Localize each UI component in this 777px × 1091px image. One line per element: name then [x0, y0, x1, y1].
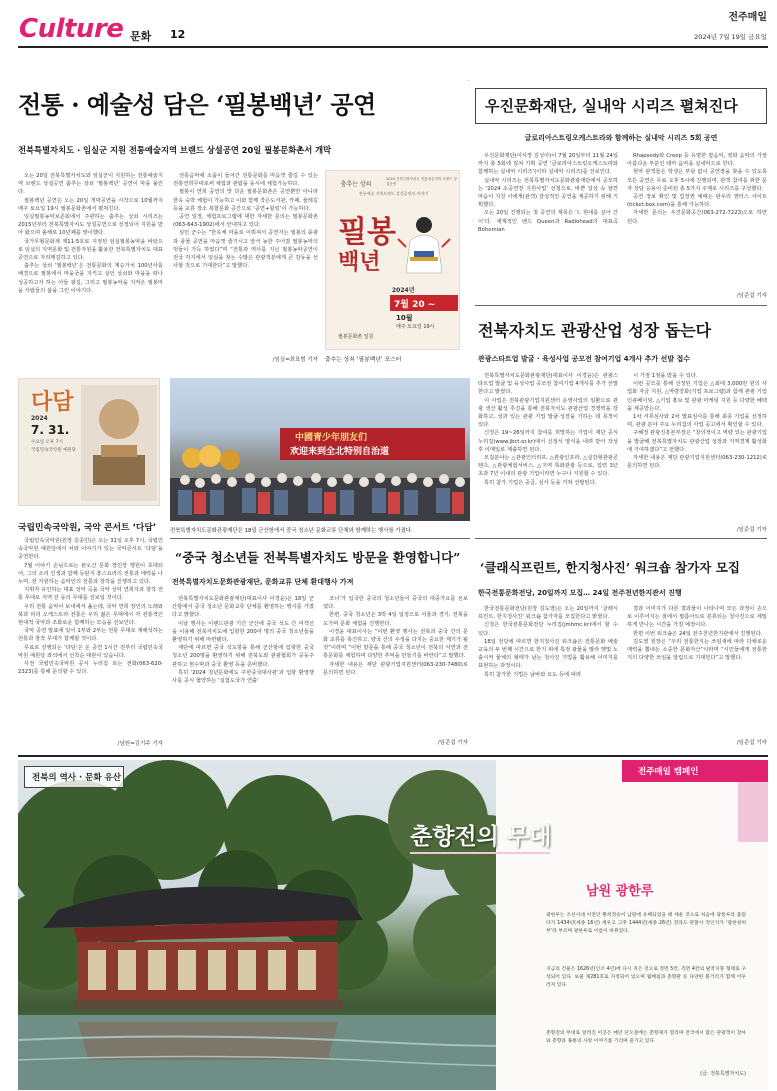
- page-header: [0, 0, 777, 48]
- feature-title: 춘향전의 무대: [410, 823, 552, 850]
- article-hanji-headline: ‘클래식프린트, 한지청사진’ 워크숍 참가자 모집: [480, 560, 740, 575]
- article-dadam-credit: /남원=김기주 기자: [117, 741, 163, 747]
- article-hanji-credit: /임준섭 기자: [736, 740, 767, 746]
- article-woojin-subhead: 글로리아스트링오케스트라와 함께하는 실내악 시리즈 5회 공연: [524, 134, 718, 142]
- pilbong-poster-caption: 춤추는 상쇠 ‘필봉백년’ 포스터: [325, 357, 402, 363]
- poster-performer-figure: [396, 211, 451, 281]
- poster-dates: 7월 20 ~: [394, 300, 436, 310]
- section-rule: [170, 538, 470, 539]
- section-rule: [475, 305, 767, 306]
- poster-dadam-date: 7. 31.: [31, 423, 70, 437]
- article-china-col1: 전북특별자치도문화관광재단(대표이사 이경윤)은 18일 군산항에서 중국 청소년 문화교류 단체를 환영하는 행사를 가졌다고 밝혔다. 이날 행사는 이랜드관광 기간 군산에 중국 석도 간 여객선을 이용해 전북자치도에 입항한 200여 명의 중국 청소년들을 환영하기 위해 마련됐다. 재단에 따르면 중국 석도항을 통해 군산항에 입항한 중국 청소년 200명을 환영하기 위해 전북도와 관광협회가 공동주관하고 현수막과 중국 환영 등을 준비했다. 특히 ‘2024 청년문화에도 주한중국대사관’과 입항 환영행사를 공식 협약하는 ‘실험도국가 연출’: [172, 596, 314, 685]
- article-china-credit: /임준섭 기자: [437, 740, 468, 746]
- article-tourism-credit: /임준섭 기자: [736, 527, 767, 533]
- feature-photo: [18, 760, 768, 1090]
- article-tourism-headline: 전북자치도 관광산업 성장 돕는다: [478, 321, 712, 340]
- feature-para3: 춘향전의 무대로 알려진 이곳은 매년 단오절에는 춘향제가 열리며 전국에서 많은 관광객이 찾아와 춘향과 몽룡의 사랑 이야기를 기리며 즐기고 있다.: [546, 1031, 746, 1044]
- article-pilbong-col2: 전통음악에 소품이 들어간 전통문화를 마음껏 즐길 수 있는 전통연희무대로써 체험과 관람을 동시에 체험가능하다. 필봉이 연희 공연의 맛 다운 필봉문화촌은 공연뿐만 아니라 한옥 숙박 체험이 가능하고 이와 함께 작은도서관, 카페, 물레길 등을 교류 장소 복합문화 공간으로 ‘공연+힐링’이 가능하다. 공연 일정, 체험프로그램에 대한 자세한 문의는 필봉문화촌(063-643-1902)에서 안내하고 있다. 심민 군수는 “한옥체 마을로 이뤄져서 공연자는 필봉의 풍광과 풍물 공연을 마음껏 즐기시고 앞서 농한 주어졌 필봉농악의 멋들이 가득 하였다”며 “전통과 역사를 지닌 필봉농악공연이 전국 각지에서 임실을 찾는 수많은 관광객분에게 큰 감동을 선사할 것으로 기대한다”고 말했다.: [173, 173, 318, 270]
- header-rule: [18, 46, 768, 48]
- article-china-col2: 코너’가 입국한 중국의 청소년들이 중국의 대중가요를 선보였다. 한편, 중국 청소년은 3박 4일 일정으로 서울과 경기, 전북을 도가며 문화 체험을 진행한다. 이경윤 대표이사는 “이번 환영 행사는 전북과 중국 간의 문화 교류를 촉진하고, 양국 간의 우정을 다지는 중요한 계기가 될 것”이라며 “이번 방문을 통해 중국 청소년이 전북의 자연과 전통문화를 체험하며 다양한 추억을 만들기를 바란다”고 말했다. 자세한 내용은 재단 관광기업지원센터(063-230-7480)로 문의하면 된다.: [323, 596, 468, 676]
- article-tourism-col2: 시 가점 1점을 받을 수 있다. 이번 공모를 통해 선정된 기업은 △최대 3,000만 원의 사업화 자금 지원, △역량강화(기업 프로그램)과 함께 관광 기업 인큐베이팅, △기업 홍보 및 관광 마케팅 지원 등 다양한 혜택을 제공받는다. 1차 서류심사와 2차 발표심사를 통해 최종 기업을 선정하며, 관광 분야 주요 누리집의 사업 공고에서 확인할 수 있다. 구혜정 관광진흥본부장은 “창의적이고 역량 있는 관광기업을 발굴해 전북특별자치도 관광산업 성장과 지역경제 활성화에 기여하겠다”고 전했다. 자세한 내용은 재단 관광기업지원센터(063-230-1212)로 문의하면 된다.: [627, 373, 767, 470]
- photo-banner-line2: 欢迎来到全北特别自治道: [290, 447, 390, 457]
- masthead-logo: 전주매일: [728, 12, 767, 23]
- photo-banner-line1: 中國青少年朋友们: [295, 433, 368, 443]
- article-china-headline: “중국 청소년들 전북특별자치도 방문을 환영합니다”: [175, 550, 461, 565]
- article-pilbong-headline: 전통 · 예술성 담은 ‘필봉백년’ 공연: [18, 90, 376, 119]
- feature-series-label: 전북의 역사 · 문화 유산: [32, 773, 121, 783]
- feature-para2: 지금의 건물은 1626년(인조 4년)에 다시 지은 것으로 정면 5칸, 측면 4칸의 팔작지붕 형태로 구성되어 있다. 보물 제281호로 지정되어 있으며 월매집과 춘향관 등 다양한 볼거리가 함께 어우러져 있다.: [546, 967, 746, 988]
- feature-para1: 광한루는 조선시대 이전인 황희정승이 남원에 유배되었을 때 세운 것으로 처음에 광통루라 불렀다가 1434년(세종 16년) 세우고 그후 1444년(세종 26년) 전라도 관찰사 정인지가 ‘광한청허부’라 부르며 광한루로 이름이 바뀌었다.: [546, 913, 746, 934]
- feature-title-underline: [410, 852, 550, 854]
- poster-tag: 2024 전북특별자치도 전통예술지역 브랜드 상설공연: [386, 177, 457, 186]
- poster-time: 매주 토요일 19시: [396, 324, 435, 330]
- campaign-label: 전주매일 캠페인: [638, 767, 699, 777]
- poster-dates-end: 10월: [396, 314, 413, 322]
- section-title-en: Culture: [19, 14, 124, 44]
- article-woojin-col2: Rhapsody와 Creep 등 유명한 팝음악, 영화 음악의 가장 아름다운 부분인 테마 음악을 실내악으로 한다. 현악 관객들은 학생은 부담 없이 공연장을 찾을 수 있도록 모든 공연은 무료 오후 5시에 진행되며, 관객 참여를 위한 문자 상담 응용이 준비된 총 5가지 주제로 시리즈를 구성했다. 공연 정보 확인 및 입장권 예매는 판우리 엔터스 사이트(ticket.box.com)을 통해 가능하다. 자세한 문의는 우진문화공간(063-272-7223)으로 하면 된다.: [627, 153, 767, 225]
- article-tourism-col1: 전북특별자치도문화관광재단(대표이사 이경윤)은 관광스타트업 발굴 및 육성사업 공모전 참여기업 4개사를 추가 선발한다고 밝혔다. 이 사업은 전북관광기업지원센터 운영사업의 일환으로 관광 생산 활성 추진을 통해 전북자치도 관광산업 경쟁력을 강화하고, 성과 있는 관광 기업 발굴·성장을 기하는 데 목적이 있다. 신청은 19~26일까지 참여를 희망하는 기업이 재단 공식 누리집(www.jbct.or.kr)에서 신청서 양식을 내려 받아 작성 후 이메일로 제출하면 된다. 모집분야는 △관광인터리프, △관광인프라, △실감형관광콘텐츠, △관광체험서비스, △지역 특화관광 등으로, 업력 3년 초과 7년 이내의 관광 기업이라면 누구나 지원할 수 있다. 특히 참가 기업은 중급, 심사 등을 거쳐 선발된다.: [478, 373, 618, 486]
- poster-year: 2024년: [392, 287, 415, 294]
- article-woojin-headline: 우진문화재단, 실내악 시리즈 펼쳐진다: [485, 97, 738, 115]
- section-title-ko: 문화: [130, 30, 152, 43]
- feature-credit: (글: 전북특별자치도): [700, 1071, 746, 1077]
- poster-title-1: 필봉: [338, 215, 396, 250]
- poster-top-text: 춤추는 상쇠: [340, 181, 372, 188]
- column-divider: [468, 80, 469, 81]
- section-rule: [475, 538, 767, 539]
- pink-accent: [738, 782, 768, 842]
- crowd-figures: [170, 438, 470, 521]
- issue-date: 2024년 7월 19일 금요일: [694, 33, 767, 41]
- article-hanji-col1: 한국전통문화전당(원장 김도영)은 오는 20일까지 ‘클래식프린트, 한지청사진’ 워크숍 참가자를 모집한다고 밝혔다. 신청은 한국전통문화전당 누리집(jmhmc.kr)에서 할 수 있다. 18일 전당에 따르면 한지청사진 워크숍은 전통문화 예술교육의 두 번째 시간으로 한지 위에 특정 광물을 발라 햇빛 노출시켜 물체의 형태가 남는 청사진 기법을 활용해 이미지를 표현하는 과정이다. 특히 참가한 기법은 남바와 요도 등에 따라: [478, 606, 618, 678]
- article-hanji-col2: 결과 이미지가 다른 결과물이 나타나며 모든 과정이 손으로 이루어지는 점에서 필름아트로 분류되는 청사진으로 세밀하게 만나는 시간을 가질 예정이다. 한편 이번 워크숍은 24일 전주천년한지관에서 진행된다. 김도영 원장은 “우리 전통한지는 쓰임새에 따라 다채로운 매력을 뽐내는 소중한 문화자산”이라며 “시민들에게 전통한지의 다양한 쓰임을 알림으로 기대된다”고 말했다.: [627, 606, 767, 662]
- group-photo-caption: 전북특별자치도문화관광재단은 18일 군산항에서 중국 청소년 문화교류 단체와 함께하는 행사를 가졌다.: [170, 528, 413, 534]
- article-china-subhead: 전북특별자치도문화관광재단, 문화교류 단체 환대행사 가져: [172, 578, 354, 586]
- poster-venue: 필봉문화촌 일원: [338, 334, 374, 340]
- poster-dadam-year: 2024: [31, 415, 48, 422]
- article-pilbong-credit: /임실=최표범 기자: [272, 357, 318, 363]
- dadam-poster: [18, 378, 160, 506]
- article-pilbong-col1: 오는 20일 전북특별자치도와 임실군이 지원하는 전통예술지역 브랜드 상설공연 춤추는 상쇠 ‘필봉백년’ 공연이 막을 올린다. 필봉백년 공연은 오는 20일 개막공연을 시작으로 10월까지 매주 토요일 19시 필봉문화촌에서 펼쳐진다. 임실필봉농악보존회에서 주관하는 춤추는 상쇠 시리즈는 2015년부터 전북특별자치도 상설공연으로 선정되어 지원을 받아 왔으며 올해로 10년째를 맞이했다. 국가무형문화재 제11-5호로 지정된 임실필봉농악을 바탕으로 임실의 지역문화 및 전통자원을 활용한 전북특별자치도 대표 공연으로 자리매김하고 있다. 춤추는 상쇠 ‘필봉백년’은 전통문화의 계승가치 100년사를 배경으로 필봉에서 마을굿을 지키고 살던 상쇠와 마을을 떠나 성공하고자 하는 아들 광길, 그리고 필봉농악을 지켜온 필봉마을 사람들의 삶을 그린 이야기다.: [18, 173, 163, 294]
- article-woojin-col1: 우진문화재단(이사장 김성아)이 7월 20일부터 11월 24일까지 총 5회에 걸쳐 기획 공연 ‘글로리아스트링오케스트라와 함께하는 실내악 시리즈’(이하 실내악 시리즈)를 선보인다. 실내악 시리즈는 전북특별자치도문화관광재단에서 공모하는 ‘2024 소공연장 지원사업’ 선정으로, 바쁜 일상 속 잠깐 마음이 지친 이에게(관객) 감성적인 공연을 제공하기 위해 기획했다. 오는 20일 진행되는 첫 공연의 제목은 ‘Ⅰ. 현대를 살아 간 이’다. 세계적인 밴드 Queen과 Radiohead의 대표곡 Bohemian: [478, 153, 618, 233]
- feature-subtitle: 남원 광한루: [586, 884, 654, 899]
- poster-dadam-title: 다담: [31, 389, 74, 415]
- article-woojin-credit: /임준섭 기자: [736, 293, 767, 299]
- article-dadam-body: 국립민속국악원(원장 김종민)은 오는 31일 오후 7시, 국립민속국악원 예원당에서 차와 이야기가 있는 국악콘서트 ‘다담’을 공연한다. 7월 이야기 손님으로는 완오산 문화 장인장 행원이 초대되어, 그의 소리 인생과 함께 등판지 흥스요리의 전통과 매력을 나누며, 전 지원하는 음악인의 전통과 창작을 진행하고 있다. 지휘자 유인하는 대표 성악 곡을 국악 성악 연희자과 창작 전통 무대로 지역 잔 동의 무대를 선보일 것이다. 우리 전통 음악이 보내에서 옮는데, 국악 연희 장인의 노래와 북과 피리 오케스트라 전통은 우리 젊은 무대에서 각 전통적인 현대적 국악과 조화로운 함께하는 모습을 선보인다. 국악 공연 발표에 있어 1부와 2부는 전통 무대로 재해석하는 전통과 창작 무대가 함께할 것이다. 무료로 진행되는 ‘다담’은 온 공연 1시간 전부터 국립민속국악원 예원당 좌석에서 선착순 대관이 있습니다. 사전 국립민속국악원 공식 누리집 또는 전화(063-620-2323)를 통해 문의할 수 있다.: [18, 538, 163, 676]
- article-hanji-subhead: 한국전통문화전당, 20일까지 모집… 24일 전주천년한지관서 진행: [478, 589, 682, 597]
- article-tourism-subhead: 관광스타트업 발굴 · 육성사업 공모전 참여기업 4개사 추가 선발 접수: [478, 355, 691, 363]
- poster-title-2: 백년: [338, 249, 381, 275]
- group-photo: [170, 378, 470, 521]
- article-pilbong-subhead: 전북특별자치도 · 임실군 지원 전통예술지역 브랜드 상설공연 20일 필봉문화촌서 개막: [18, 145, 332, 155]
- poster-subtitle: 전통예술 지역브랜드 상설공연의 이야기: [358, 191, 429, 196]
- poster-dadam-art: [81, 385, 157, 501]
- feature-rule: [18, 755, 768, 757]
- article-dadam-headline: 국립민속국악원, 국악 콘서트 ‘다담’: [18, 523, 157, 533]
- poster-dadam-day: 수요일 오후 7시: [31, 440, 63, 445]
- pilbong-poster: [325, 170, 460, 350]
- page-number: 12: [170, 28, 186, 41]
- poster-dadam-venue: 국립민속국악원 예원당: [31, 448, 76, 453]
